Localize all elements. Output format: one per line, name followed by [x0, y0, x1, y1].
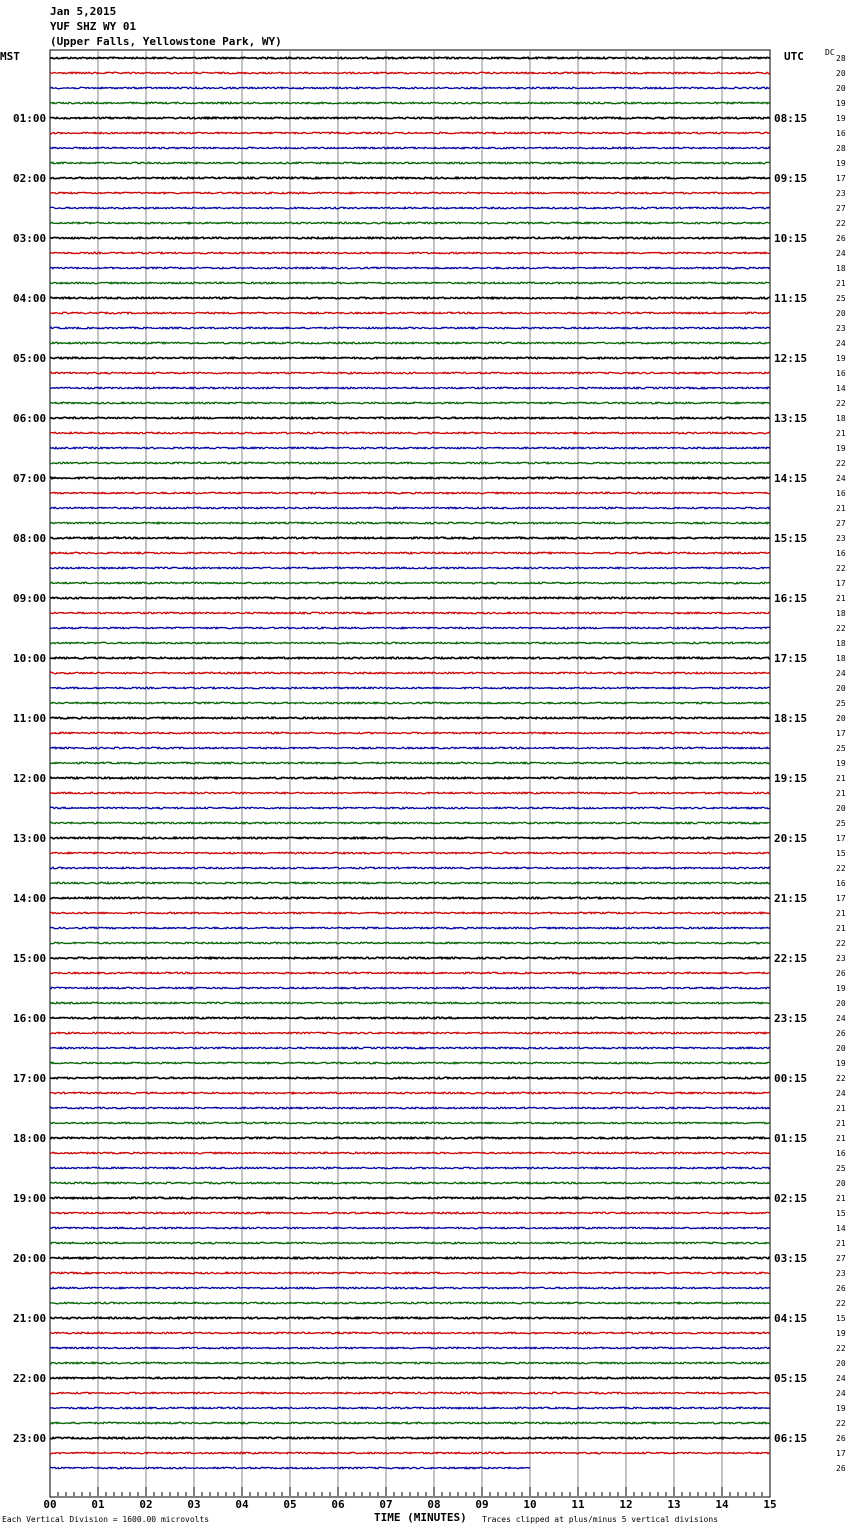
right-hour-label: 03:15: [774, 1252, 808, 1265]
dc-offset-value: 20: [836, 684, 846, 693]
x-axis-label: TIME (MINUTES): [374, 1511, 467, 1524]
right-hour-label: 02:15: [774, 1192, 808, 1205]
dc-offset-value: 18: [836, 264, 846, 273]
seismic-trace: [50, 477, 770, 479]
seismic-trace: [50, 1407, 770, 1409]
dc-offset-value: 19: [836, 114, 846, 123]
dc-offset-value: 19: [836, 1329, 846, 1338]
dc-offset-value: 17: [836, 579, 846, 588]
left-hour-label: 11:00: [13, 712, 47, 725]
left-hour-label: 15:00: [13, 952, 47, 965]
dc-offset-value: 15: [836, 1314, 846, 1323]
dc-offset-value: 21: [836, 1104, 846, 1113]
right-hour-label: 21:15: [774, 892, 808, 905]
x-tick-label: 01: [91, 1498, 105, 1511]
seismic-trace: [50, 132, 770, 134]
dc-offset-value: 20: [836, 69, 846, 78]
left-hour-label: 14:00: [13, 892, 47, 905]
seismic-trace: [50, 1197, 770, 1199]
dc-offset-value: 16: [836, 129, 846, 138]
seismic-trace: [50, 1452, 770, 1454]
seismic-trace: [50, 567, 770, 569]
dc-offset-value: 21: [836, 1194, 846, 1203]
dc-offset-value: 19: [836, 159, 846, 168]
seismic-trace: [50, 867, 770, 869]
seismic-trace: [50, 627, 770, 629]
seismic-trace: [50, 252, 770, 254]
seismic-trace: [50, 642, 770, 644]
dc-offset-value: 24: [836, 249, 846, 258]
dc-offset-value: 27: [836, 519, 846, 528]
dc-offset-value: 24: [836, 1374, 846, 1383]
dc-offset-value: 17: [836, 729, 846, 738]
dc-offset-value: 24: [836, 474, 846, 483]
right-hour-label: 15:15: [774, 532, 808, 545]
station-location: (Upper Falls, Yellowstone Park, WY): [50, 35, 282, 48]
dc-offset-value: 22: [836, 1344, 846, 1353]
dc-offset-value: 20: [836, 714, 846, 723]
dc-offset-value: 17: [836, 174, 846, 183]
dc-offset-value: 21: [836, 909, 846, 918]
dc-offset-value: 17: [836, 834, 846, 843]
dc-offset-value: 22: [836, 399, 846, 408]
seismic-trace: [50, 117, 770, 119]
dc-offset-value: 16: [836, 489, 846, 498]
seismic-trace: [50, 72, 770, 74]
left-hour-label: 17:00: [13, 1072, 47, 1085]
left-hour-label: 18:00: [13, 1132, 47, 1145]
dc-offset-value: 26: [836, 1029, 846, 1038]
left-hour-label: 03:00: [13, 232, 47, 245]
seismic-trace: [50, 747, 770, 749]
dc-offset-value: 19: [836, 1404, 846, 1413]
right-hour-label: 12:15: [774, 352, 808, 365]
dc-offset-value: 21: [836, 594, 846, 603]
seismic-trace: [50, 87, 770, 89]
right-hour-label: 06:15: [774, 1432, 808, 1445]
dc-offset-value: 20: [836, 1044, 846, 1053]
seismic-trace: [50, 1107, 770, 1109]
right-hour-label: 18:15: [774, 712, 808, 725]
right-hour-label: 10:15: [774, 232, 808, 245]
seismic-trace: [50, 1122, 770, 1124]
left-hour-label: 10:00: [13, 652, 47, 665]
left-hour-label: 08:00: [13, 532, 47, 545]
left-hour-label: 12:00: [13, 772, 47, 785]
seismic-trace: [50, 1272, 770, 1274]
dc-offset-value: 16: [836, 1149, 846, 1158]
dc-offset-value: 21: [836, 789, 846, 798]
dc-offset-value: 18: [836, 654, 846, 663]
x-tick-label: 03: [187, 1498, 201, 1511]
dc-offset-value: 22: [836, 864, 846, 873]
right-hour-label: 04:15: [774, 1312, 808, 1325]
dc-offset-value: 24: [836, 1014, 846, 1023]
dc-offset-value: 17: [836, 1449, 846, 1458]
seismic-trace: [50, 927, 770, 929]
seismic-trace: [50, 342, 770, 344]
left-hour-label: 02:00: [13, 172, 47, 185]
dc-offset-value: 24: [836, 339, 846, 348]
dc-offset-value: 23: [836, 1269, 846, 1278]
seismic-trace: [50, 192, 770, 194]
dc-offset-value: 16: [836, 879, 846, 888]
dc-offset-value: 20: [836, 1179, 846, 1188]
seismic-trace: [50, 897, 770, 899]
left-hour-label: 09:00: [13, 592, 47, 605]
seismic-trace: [50, 942, 770, 944]
seismic-trace: [50, 1002, 770, 1004]
seismic-trace: [50, 387, 770, 389]
left-hour-label: 22:00: [13, 1372, 47, 1385]
x-tick-label: 12: [619, 1498, 633, 1511]
dc-offset-value: 19: [836, 759, 846, 768]
dc-offset-value: 20: [836, 804, 846, 813]
right-hour-label: 23:15: [774, 1012, 808, 1025]
dc-offset-value: 21: [836, 1119, 846, 1128]
dc-offset-value: 15: [836, 1209, 846, 1218]
x-tick-label: 09: [475, 1498, 489, 1511]
seismic-trace: [50, 267, 770, 269]
left-hour-label: 05:00: [13, 352, 47, 365]
dc-offset-value: 25: [836, 699, 846, 708]
dc-offset-value: 19: [836, 354, 846, 363]
seismic-trace: [50, 1362, 770, 1364]
dc-offset-value: 20: [836, 309, 846, 318]
dc-offset-value: 23: [836, 189, 846, 198]
dc-offset-value: 24: [836, 1389, 846, 1398]
dc-offset-value: 23: [836, 324, 846, 333]
seismic-trace: [50, 1167, 770, 1169]
x-tick-label: 02: [139, 1498, 153, 1511]
station-code: YUF SHZ WY 01: [50, 20, 137, 33]
dc-offset-value: 22: [836, 624, 846, 633]
seismic-trace: [50, 1392, 770, 1394]
seismic-trace: [50, 297, 770, 299]
right-hour-label: 01:15: [774, 1132, 808, 1145]
dc-offset-value: 26: [836, 1464, 846, 1473]
left-hour-label: 20:00: [13, 1252, 47, 1265]
seismic-trace: [50, 222, 770, 224]
seismic-trace: [50, 822, 770, 824]
right-hour-label: 09:15: [774, 172, 808, 185]
x-tick-label: 05: [283, 1498, 297, 1511]
dc-offset-value: 21: [836, 1134, 846, 1143]
seismic-trace: [50, 807, 770, 809]
seismic-trace: [50, 882, 770, 884]
seismic-trace: [50, 582, 770, 584]
seismic-trace: [50, 147, 770, 149]
seismic-trace: [50, 282, 770, 284]
seismic-trace: [50, 1212, 770, 1214]
seismic-trace: [50, 957, 770, 959]
seismic-trace: [50, 462, 770, 464]
plot-frame: [50, 50, 770, 1497]
seismic-trace: [50, 1377, 770, 1379]
dc-offset-value: 18: [836, 609, 846, 618]
x-tick-label: 04: [235, 1498, 249, 1511]
seismic-trace: [50, 687, 770, 689]
seismic-trace: [50, 102, 770, 104]
dc-offset-value: 19: [836, 1059, 846, 1068]
seismic-trace: [50, 1047, 770, 1049]
seismic-trace: [50, 732, 770, 734]
seismic-trace: [50, 612, 770, 614]
dc-offset-value: 26: [836, 969, 846, 978]
seismic-trace: [50, 1092, 770, 1094]
dc-offset-value: 18: [836, 414, 846, 423]
seismic-trace: [50, 1302, 770, 1304]
dc-offset-value: 22: [836, 459, 846, 468]
right-hour-label: 05:15: [774, 1372, 808, 1385]
dc-offset-value: 21: [836, 924, 846, 933]
right-hour-label: 19:15: [774, 772, 808, 785]
dc-offset-value: 14: [836, 384, 846, 393]
seismic-trace: [50, 1332, 770, 1334]
seismic-trace: [50, 1017, 770, 1019]
left-timezone-label: MST: [0, 50, 20, 63]
seismic-trace: [50, 522, 770, 524]
dc-offset-value: 22: [836, 939, 846, 948]
dc-offset-value: 17: [836, 894, 846, 903]
dc-offset-header: DC: [825, 48, 835, 57]
seismic-trace: [50, 1137, 770, 1139]
left-hour-label: 01:00: [13, 112, 47, 125]
seismic-trace: [50, 177, 770, 179]
dc-offset-value: 24: [836, 669, 846, 678]
x-tick-label: 15: [763, 1498, 777, 1511]
right-hour-label: 22:15: [774, 952, 808, 965]
seismic-trace: [50, 792, 770, 794]
dc-offset-value: 18: [836, 639, 846, 648]
dc-offset-value: 21: [836, 774, 846, 783]
dc-offset-value: 19: [836, 984, 846, 993]
seismic-trace: [50, 837, 770, 839]
seismic-trace: [50, 162, 770, 164]
dc-offset-value: 21: [836, 429, 846, 438]
dc-offset-value: 22: [836, 1299, 846, 1308]
x-tick-label: 14: [715, 1498, 729, 1511]
right-hour-label: 08:15: [774, 112, 808, 125]
dc-offset-value: 20: [836, 999, 846, 1008]
dc-offset-value: 26: [836, 1284, 846, 1293]
dc-offset-value: 20: [836, 1359, 846, 1368]
seismic-trace: [50, 237, 770, 239]
dc-offset-value: 19: [836, 99, 846, 108]
left-hour-label: 23:00: [13, 1432, 47, 1445]
left-hour-label: 06:00: [13, 412, 47, 425]
right-hour-label: 00:15: [774, 1072, 808, 1085]
x-tick-label: 07: [379, 1498, 393, 1511]
dc-offset-value: 23: [836, 954, 846, 963]
right-hour-label: 17:15: [774, 652, 808, 665]
seismic-trace: [50, 1242, 770, 1244]
seismic-trace: [50, 1227, 770, 1229]
dc-offset-value: 22: [836, 1419, 846, 1428]
dc-offset-value: 25: [836, 744, 846, 753]
seismic-trace: [50, 1317, 770, 1319]
seismic-trace: [50, 912, 770, 914]
seismic-trace: [50, 1062, 770, 1064]
seismic-trace: [50, 327, 770, 329]
seismic-trace: [50, 372, 770, 374]
dc-offset-value: 27: [836, 204, 846, 213]
dc-offset-value: 21: [836, 1239, 846, 1248]
seismic-trace: [50, 657, 770, 659]
seismic-trace: [50, 987, 770, 989]
dc-offset-value: 28: [836, 144, 846, 153]
seismic-trace: [50, 1182, 770, 1184]
x-tick-label: 10: [523, 1498, 537, 1511]
dc-offset-value: 14: [836, 1224, 846, 1233]
left-hour-label: 16:00: [13, 1012, 47, 1025]
x-tick-label: 08: [427, 1498, 441, 1511]
x-tick-label: 13: [667, 1498, 681, 1511]
dc-offset-value: 20: [836, 84, 846, 93]
seismic-trace: [50, 507, 770, 509]
dc-offset-value: 24: [836, 1089, 846, 1098]
seismic-trace: [50, 312, 770, 314]
dc-offset-value: 21: [836, 504, 846, 513]
dc-offset-value: 23: [836, 534, 846, 543]
right-hour-label: 11:15: [774, 292, 808, 305]
seismic-trace: [50, 432, 770, 434]
left-hour-label: 21:00: [13, 1312, 47, 1325]
seismic-trace: [50, 972, 770, 974]
left-hour-label: 13:00: [13, 832, 47, 845]
dc-offset-value: 25: [836, 819, 846, 828]
right-hour-label: 14:15: [774, 472, 808, 485]
seismic-trace: [50, 1437, 770, 1439]
chart-date: Jan 5,2015: [50, 5, 117, 18]
seismic-trace: [50, 777, 770, 779]
x-tick-label: 11: [571, 1498, 585, 1511]
seismic-trace: [50, 672, 770, 674]
seismic-trace: [50, 492, 770, 494]
scale-note: Each Vertical Division = 1600.00 microvolts: [2, 1515, 210, 1524]
dc-offset-value: 26: [836, 234, 846, 243]
dc-offset-value: 22: [836, 219, 846, 228]
seismic-trace: [50, 357, 770, 359]
seismic-trace: [50, 1422, 770, 1424]
seismic-trace: [50, 1152, 770, 1154]
seismic-trace: [50, 1287, 770, 1289]
right-hour-label: 20:15: [774, 832, 808, 845]
left-hour-label: 19:00: [13, 1192, 47, 1205]
x-tick-label: 06: [331, 1498, 345, 1511]
seismic-trace: [50, 1347, 770, 1349]
left-hour-label: 04:00: [13, 292, 47, 305]
dc-offset-value: 16: [836, 369, 846, 378]
seismic-trace: [50, 57, 770, 59]
seismic-trace: [50, 207, 770, 209]
seismic-trace: [50, 402, 770, 404]
right-hour-label: 13:15: [774, 412, 808, 425]
dc-offset-value: 22: [836, 564, 846, 573]
seismic-trace: [50, 447, 770, 449]
right-hour-label: 16:15: [774, 592, 808, 605]
dc-offset-value: 28: [836, 54, 846, 63]
seismic-trace: [50, 1257, 770, 1259]
dc-offset-value: 25: [836, 1164, 846, 1173]
dc-offset-value: 15: [836, 849, 846, 858]
dc-offset-value: 26: [836, 1434, 846, 1443]
dc-offset-value: 27: [836, 1254, 846, 1263]
seismic-trace: [50, 717, 770, 719]
left-hour-label: 07:00: [13, 472, 47, 485]
clip-note: Traces clipped at plus/minus 5 vertical divisions: [482, 1515, 719, 1524]
right-timezone-label: UTC: [784, 50, 804, 63]
seismic-trace: [50, 1032, 770, 1034]
dc-offset-value: 25: [836, 294, 846, 303]
dc-offset-value: 16: [836, 549, 846, 558]
dc-offset-value: 21: [836, 279, 846, 288]
dc-offset-value: 19: [836, 444, 846, 453]
seismic-trace: [50, 762, 770, 764]
dc-offset-value: 22: [836, 1074, 846, 1083]
seismic-trace: [50, 852, 770, 854]
x-tick-label: 00: [43, 1498, 57, 1511]
seismic-trace: [50, 1077, 770, 1079]
seismic-trace: [50, 417, 770, 419]
seismic-trace: [50, 552, 770, 554]
seismic-trace: [50, 702, 770, 704]
seismic-trace: [50, 537, 770, 539]
seismic-trace: [50, 597, 770, 599]
